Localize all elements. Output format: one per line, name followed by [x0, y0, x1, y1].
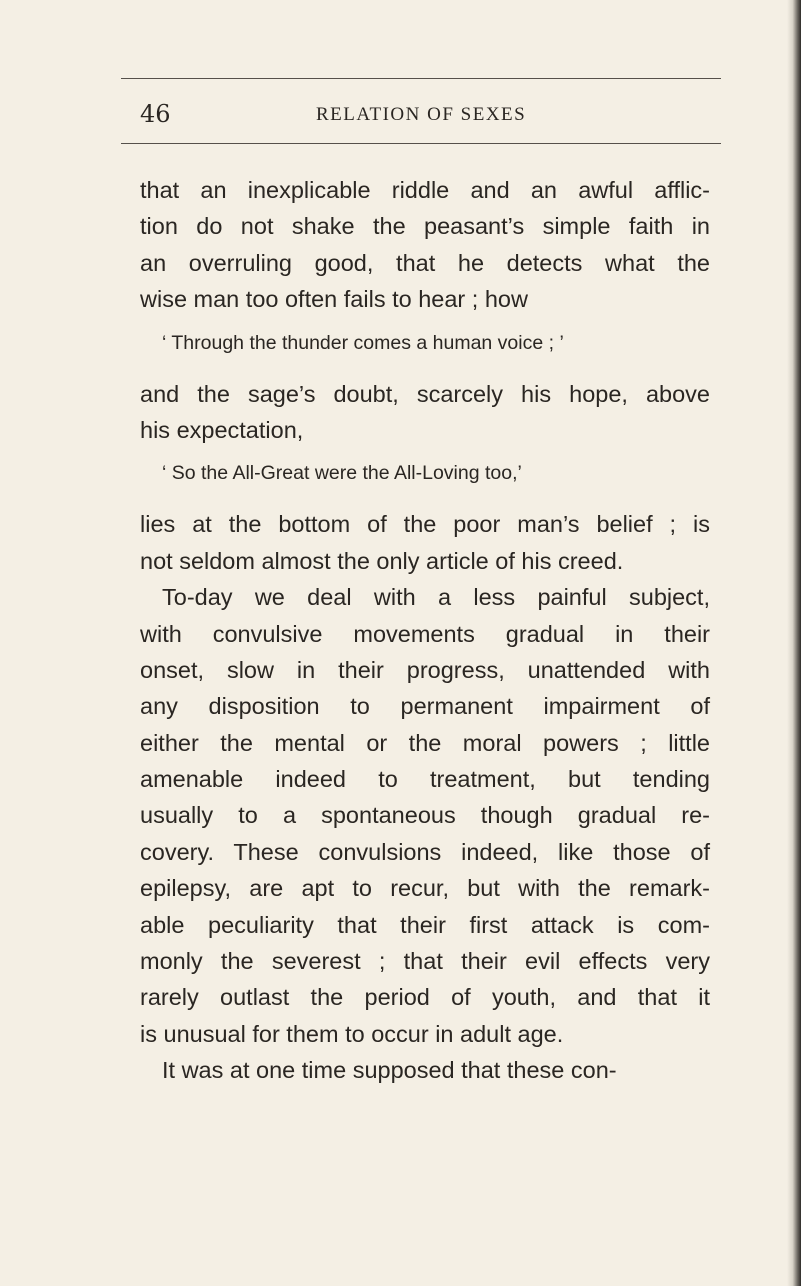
verse-quote: ‘ So the All-Great were the All-Loving too,’	[162, 462, 522, 485]
text-line: epilepsy, are apt to recur, but with the remark-	[140, 875, 710, 902]
verse-quote: ‘ Through the thunder comes a human voice ; ’	[162, 331, 564, 354]
text-line: monly the severest ; that their evil effects very	[140, 948, 710, 975]
text-line: able peculiarity that their first attack is com-	[140, 911, 710, 938]
page-number: 46	[140, 100, 171, 128]
header-top-rule	[121, 78, 721, 79]
text-line: To-day we deal with a less painful subject,	[162, 584, 710, 611]
text-line: usually to a spontaneous though gradual re-	[140, 802, 710, 829]
text-line: tion do not shake the peasant’s simple faith in	[140, 213, 710, 240]
text-line: onset, slow in their progress, unattended with	[140, 656, 710, 683]
text-line: that an inexplicable riddle and an awful afflic-	[140, 177, 710, 203]
text-line: an overruling good, that he detects what the	[140, 249, 710, 276]
text-line: with convulsive movements gradual in their	[140, 620, 710, 647]
page-header	[140, 100, 700, 132]
text-line: either the mental or the moral powers ; little	[140, 729, 710, 756]
text-line: his expectation,	[140, 416, 304, 443]
text-line: is unusual for them to occur in adult age.	[140, 1020, 564, 1047]
text-line: not seldom almost the only article of his creed.	[140, 547, 624, 574]
running-title: RELATION OF SEXES	[316, 104, 527, 125]
text-line: It was at one time supposed that these con-	[162, 1057, 617, 1084]
page-edge-shadow	[787, 0, 801, 1286]
text-line: and the sage’s doubt, scarcely his hope, above	[140, 380, 710, 407]
text-line: wise man too often fails to hear ; how	[140, 286, 528, 313]
text-line: any disposition to permanent impairment of	[140, 693, 710, 720]
text-line: amenable indeed to treatment, but tending	[140, 766, 710, 793]
text-line: rarely outlast the period of youth, and that it	[140, 984, 710, 1011]
page-body	[140, 172, 710, 1089]
text-line: lies at the bottom of the poor man’s belief ; is	[140, 511, 710, 538]
text-line: covery. These convulsions indeed, like those of	[140, 838, 710, 865]
header-bottom-rule	[121, 143, 721, 144]
